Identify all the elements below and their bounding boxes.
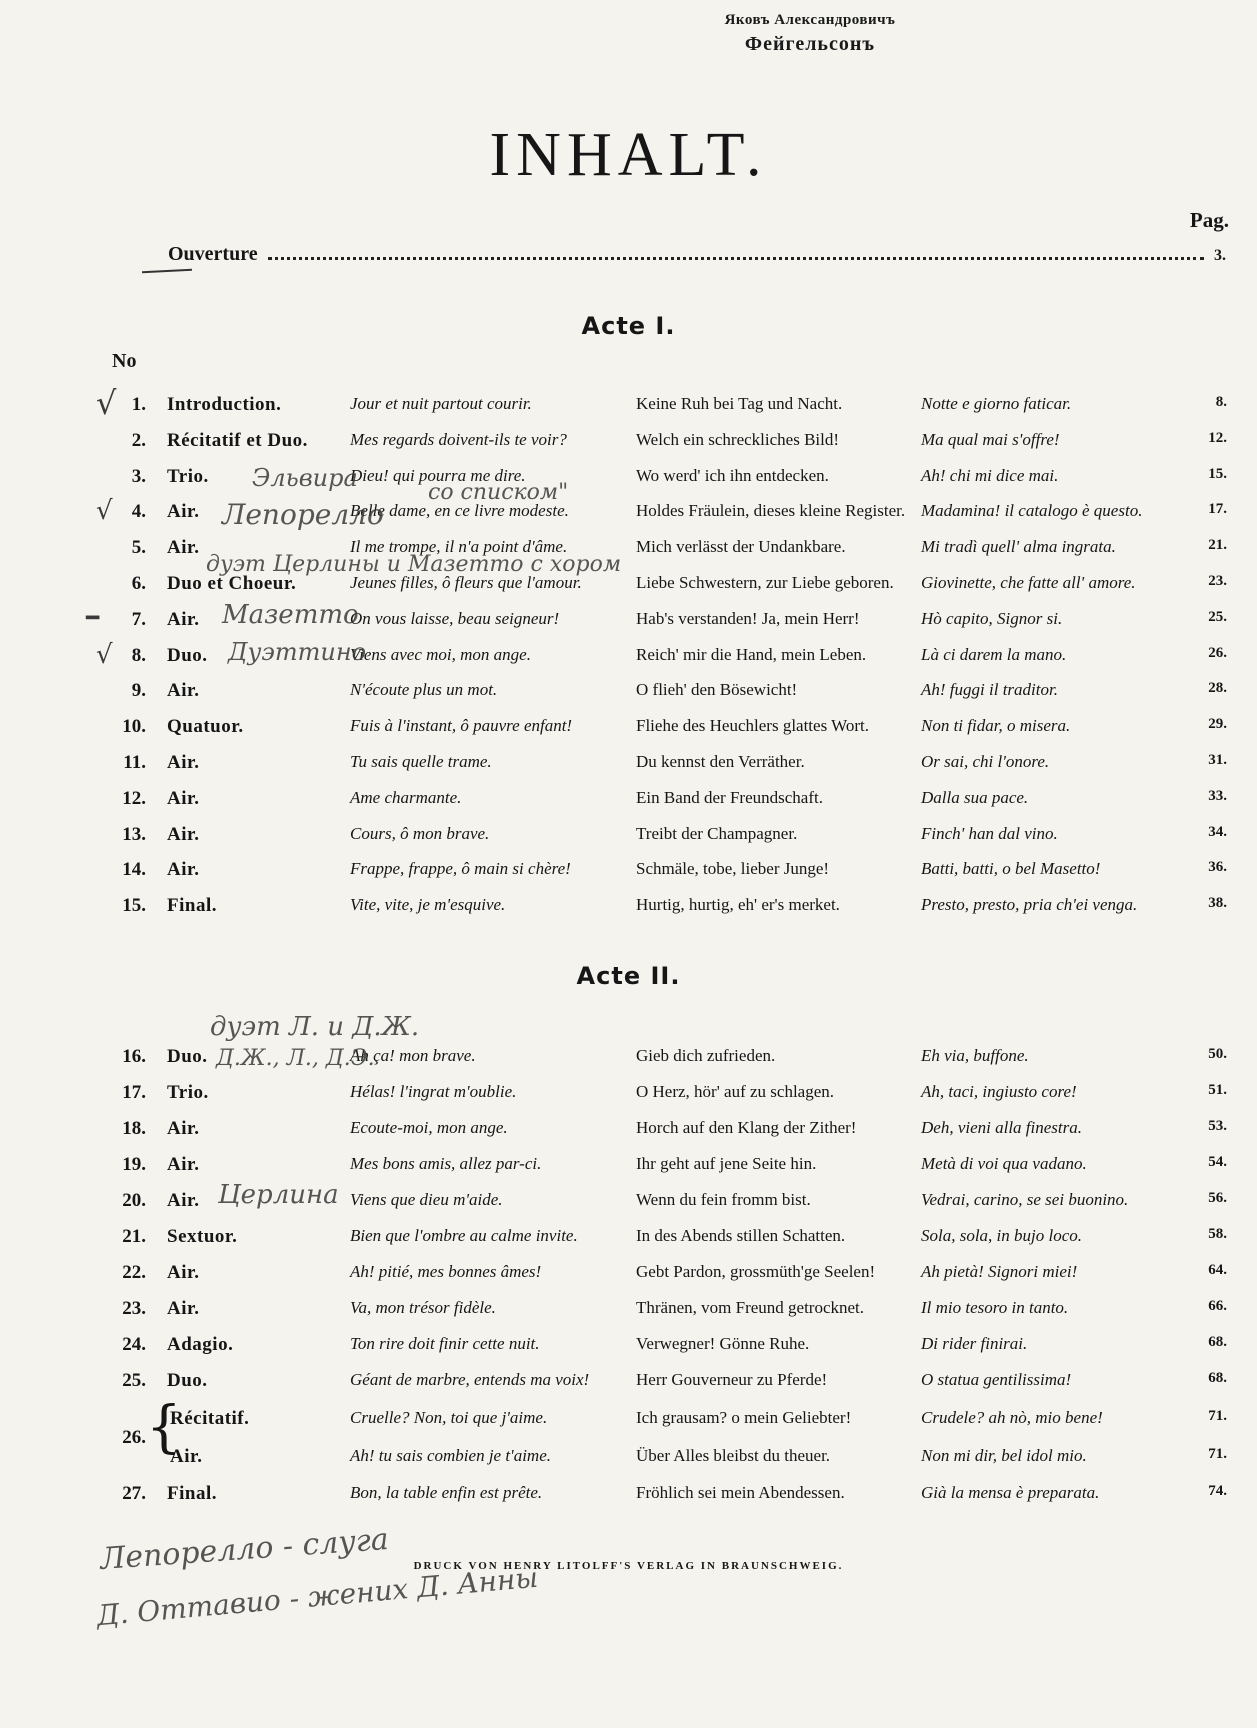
row-french: Jour et nuit partout courir. (350, 394, 532, 413)
row-page: 12. (1208, 429, 1227, 446)
row-italian: Eh via, buffone. (921, 1046, 1029, 1065)
handwritten-note: дуэт Церлины и Мазетто с хором (206, 552, 622, 577)
table-row (0, 533, 1257, 569)
handwritten-note: со списком" (428, 480, 569, 505)
row-italian: Mi tradì quell' alma ingrata. (921, 537, 1116, 557)
row-german: Horch auf den Klang der Zither! (636, 1118, 857, 1137)
row-number: 10. (122, 716, 146, 738)
row-french: Dieu! qui pourra me dire. (350, 465, 526, 485)
handwritten-note: Церлина (218, 1180, 339, 1210)
row-number: 14. (122, 859, 146, 881)
row-page: 74. (1208, 1483, 1227, 1499)
row-form: Air. (167, 537, 200, 559)
row-form: Air. (170, 1446, 203, 1467)
row-page: 68. (1208, 1334, 1227, 1350)
row-german: Liebe Schwestern, zur Liebe geboren. (636, 573, 894, 592)
row-french: Fuis à l'instant, ô pauvre enfant! (350, 716, 573, 736)
handwritten-note: Лепорелло - слуга (99, 1521, 390, 1578)
table-row (0, 748, 1257, 784)
row-number: 13. (122, 823, 146, 845)
row-number: 25. (122, 1370, 146, 1391)
row-number: 18. (122, 1118, 146, 1139)
row-french: N'écoute plus un mot. (350, 680, 498, 700)
row-number: 24. (122, 1334, 146, 1355)
brace-glyph: { (146, 1395, 182, 1460)
overture-row (168, 243, 1226, 266)
table-row (0, 1442, 1257, 1478)
row-page: 58. (1208, 1226, 1227, 1242)
row-number: 4. (131, 501, 146, 523)
row-german: O flieh' den Bösewicht! (636, 680, 798, 700)
row-french: Ah! tu sais combien je t'aime. (350, 1446, 551, 1465)
row-french: Va, mon trésor fidèle. (350, 1298, 496, 1317)
row-french: Belle dame, en ce livre modeste. (350, 501, 569, 521)
handwritten-note: Дуэттино (228, 638, 367, 666)
row-french: Ah! pitié, mes bonnes âmes! (350, 1262, 542, 1281)
row-page: 66. (1208, 1298, 1227, 1314)
table-row (0, 390, 1257, 426)
pencil-underline (142, 269, 192, 274)
row-form: Duo et Choeur. (167, 573, 297, 594)
row-italian: Giovinette, che fatte all' amore. (921, 573, 1136, 592)
row-german: Mich verlässt der Undankbare. (636, 537, 846, 557)
row-page: 38. (1208, 895, 1227, 912)
row-german: Ihr geht auf jene Seite hin. (636, 1154, 817, 1173)
row-number: 9. (131, 680, 146, 702)
row-italian: Dalla sua pace. (921, 787, 1029, 807)
overture-page: 3. (1214, 247, 1226, 264)
row-page: 8. (1215, 394, 1227, 410)
row-italian: Crudele? ah nò, mio bene! (921, 1408, 1103, 1427)
table-row (0, 676, 1257, 712)
row-french: Ton rire doit finir cette nuit. (350, 1334, 540, 1353)
row-page: 56. (1208, 1190, 1227, 1206)
row-form: Air. (167, 608, 200, 630)
table-row (0, 569, 1257, 605)
table-row (0, 1258, 1257, 1294)
table-row (0, 605, 1257, 641)
row-form: Air. (167, 823, 200, 845)
row-italian: Ah pietà! Signori miei! (921, 1262, 1078, 1281)
row-page: 29. (1208, 716, 1227, 733)
table-row (0, 1150, 1257, 1186)
row-number: 20. (122, 1190, 146, 1211)
row-form: Air. (167, 1190, 200, 1211)
row-page: 26. (1208, 644, 1227, 661)
row-page: 15. (1208, 465, 1227, 482)
act-2-title: Acte II. (576, 962, 681, 990)
table-row-27 (0, 1479, 1257, 1515)
table-row (0, 712, 1257, 748)
row-french: Ecoute-moi, mon ange. (350, 1118, 508, 1137)
row-italian: Già la mensa è preparata. (921, 1483, 1100, 1502)
row-page: 23. (1208, 573, 1227, 589)
row-form: Air. (167, 1154, 200, 1175)
row-french: Hélas! l'ingrat m'oublie. (350, 1082, 517, 1101)
row-italian: Hò capito, Signor si. (921, 608, 1063, 628)
row-french: Jeunes filles, ô fleurs que l'amour. (350, 573, 582, 592)
row-german: Schmäle, tobe, lieber Junge! (636, 859, 830, 879)
row-form: Introduction. (167, 394, 282, 415)
row-page: 34. (1208, 823, 1227, 840)
row-french: Vite, vite, je m'esquive. (350, 895, 506, 915)
check-mark-icon: √ (96, 496, 113, 526)
row-german: Gieb dich zufrieden. (636, 1046, 776, 1065)
row-italian: Ah, taci, ingiusto core! (921, 1082, 1077, 1101)
row-german: Fliehe des Heuchlers glattes Wort. (636, 716, 869, 736)
row-italian: Or sai, chi l'onore. (921, 752, 1050, 771)
table-row (0, 1222, 1257, 1258)
handwritten-note: Д.Ж., Л., Д.Э. (216, 1046, 375, 1071)
row-form: Air. (167, 1262, 200, 1283)
table-row (0, 1114, 1257, 1150)
row-french: Ame charmante. (350, 787, 462, 807)
row-german: Gebt Pardon, grossmüth'ge Seelen! (636, 1262, 876, 1281)
row-page: 28. (1208, 680, 1227, 697)
row-german: Ich grausam? o mein Geliebter! (636, 1408, 852, 1427)
row-number: 19. (122, 1154, 146, 1175)
table-row (0, 1042, 1257, 1078)
handwritten-note: Д. Оттавио - жених Д. Анны (95, 1560, 540, 1633)
row-form: Duo. (167, 644, 208, 666)
row-form: Quatuor. (167, 716, 244, 738)
row-german: Holdes Fräulein, dieses kleine Register. (636, 501, 906, 521)
row-number: 26. (122, 1427, 146, 1448)
row-french: Mes regards doivent-ils te voir? (350, 429, 567, 449)
row-form: Trio. (167, 1082, 209, 1103)
row-french: Il me trompe, il n'a point d'âme. (350, 537, 568, 557)
row-form: Air. (167, 787, 200, 809)
row-page: 31. (1208, 752, 1227, 768)
handwritten-note: Эльвира (252, 464, 358, 492)
row-italian: Vedrai, carino, se sei buonino. (921, 1190, 1129, 1209)
row-form: Sextuor. (167, 1226, 238, 1247)
row-french: Viens que dieu m'aide. (350, 1190, 503, 1209)
row-form: Final. (167, 1483, 217, 1504)
row-form: Adagio. (167, 1334, 234, 1355)
row-italian: Non mi dir, bel idol mio. (921, 1446, 1087, 1465)
row-italian: Madamina! il catalogo è questo. (921, 501, 1143, 521)
row-german: Thränen, vom Freund getrocknet. (636, 1298, 865, 1317)
row-french: Géant de marbre, entends ma voix! (350, 1370, 590, 1389)
row-italian: Là ci darem la mano. (921, 644, 1067, 664)
act-1-title: Acte I. (581, 312, 676, 340)
row-french: Ah ça! mon brave. (350, 1046, 476, 1065)
row-italian: O statua gentilissima! (921, 1370, 1072, 1389)
row-italian: Il mio tesoro in tanto. (921, 1298, 1069, 1317)
row-french: Frappe, frappe, ô main si chère! (350, 859, 571, 879)
row-italian: Ah! fuggi il traditor. (921, 680, 1058, 700)
row-number: 6. (131, 573, 146, 594)
row-german: Hab's verstanden! Ja, mein Herr! (636, 608, 860, 628)
row-number: 22. (122, 1262, 146, 1283)
row-page: 21. (1208, 537, 1227, 554)
row-german: Herr Gouverneur zu Pferde! (636, 1370, 828, 1389)
row-form: Air. (167, 1118, 200, 1139)
row-german: Keine Ruh bei Tag und Nacht. (636, 394, 843, 413)
row-german: Welch ein schreckliches Bild! (636, 429, 840, 449)
page-column-header: Pag. (1189, 208, 1229, 232)
handwritten-note: Мазетто (222, 600, 359, 630)
row-french: Bon, la table enfin est prête. (350, 1483, 543, 1502)
row-page: 50. (1208, 1046, 1227, 1062)
row-form: Air. (167, 1298, 200, 1319)
number-column-header: No (112, 350, 137, 372)
row-page: 36. (1208, 859, 1227, 876)
handwritten-note: дуэт Л. и Д.Ж. (210, 1012, 420, 1042)
leader-dots (268, 257, 1204, 260)
overture-label: Ouverture (168, 243, 258, 265)
row-french: Cours, ô mon brave. (350, 823, 490, 843)
row-italian: Deh, vieni alla finestra. (921, 1118, 1083, 1137)
row-german: Wenn du fein fromm bist. (636, 1190, 811, 1209)
row-italian: Notte e giorno faticar. (921, 394, 1072, 413)
row-number: 5. (131, 537, 146, 559)
row-form: Récitatif. (170, 1408, 250, 1429)
row-number: 8. (131, 644, 146, 666)
row-german: Reich' mir die Hand, mein Leben. (636, 644, 867, 664)
row-form: Air. (167, 752, 200, 773)
row-italian: Metà di voi qua vadano. (921, 1154, 1087, 1173)
row-form: Récitatif et Duo. (167, 429, 308, 451)
page-title: INHALT. (489, 121, 768, 189)
row-number: 15. (122, 895, 146, 917)
publisher-imprint: DRUCK VON HENRY LITOLFF'S VERLAG IN BRAUNSCHWEIG. (413, 1560, 844, 1572)
row-italian: Presto, presto, pria ch'ei venga. (921, 895, 1138, 915)
table-row (0, 462, 1257, 498)
row-form: Final. (167, 895, 217, 917)
row-number: 16. (122, 1046, 146, 1067)
row-number: 2. (131, 429, 146, 451)
row-page: 71. (1208, 1408, 1227, 1424)
row-page: 17. (1208, 501, 1227, 518)
row-form: Air. (167, 501, 200, 523)
table-row (0, 855, 1257, 891)
row-german: Ein Band der Freundschaft. (636, 787, 823, 807)
row-number: 21. (122, 1226, 146, 1247)
row-page: 33. (1208, 787, 1227, 804)
row-italian: Batti, batti, o bel Masetto! (921, 859, 1101, 879)
row-number: 3. (131, 465, 146, 487)
table-row (0, 820, 1257, 856)
row-german: Fröhlich sei mein Abendessen. (636, 1483, 845, 1502)
stamp-line-1: Яковъ Александровичъ (724, 12, 896, 28)
row-number: 27. (122, 1483, 146, 1504)
row-page: 68. (1208, 1370, 1227, 1386)
table-row (0, 1294, 1257, 1330)
row-number: 11. (123, 752, 146, 773)
row-number: 17. (122, 1082, 146, 1103)
row-page: 51. (1208, 1082, 1227, 1098)
table-row (0, 891, 1257, 927)
row-form: Air. (167, 680, 200, 702)
owner-stamp (710, 12, 910, 56)
table-row (0, 1330, 1257, 1366)
row-page: 53. (1208, 1118, 1227, 1134)
row-german: Wo werd' ich ihn entdecken. (636, 465, 829, 485)
check-mark-icon: √ (96, 384, 117, 422)
row-page: 71. (1208, 1446, 1227, 1462)
handwritten-note: Лепорелло (222, 498, 384, 531)
row-page: 54. (1208, 1154, 1227, 1170)
row-italian: Ma qual mai s'offre! (921, 429, 1060, 449)
row-number: 1. (131, 394, 146, 415)
row-german: In des Abends stillen Schatten. (636, 1226, 846, 1245)
row-german: Über Alles bleibst du theuer. (636, 1446, 831, 1465)
row-form: Duo. (167, 1046, 208, 1067)
row-german: Verwegner! Gönne Ruhe. (636, 1334, 810, 1353)
row-page: 64. (1208, 1262, 1227, 1278)
table-row (0, 1186, 1257, 1222)
scribble-mark-icon: ━ (86, 606, 100, 631)
row-form: Trio. (167, 465, 209, 487)
stamp-line-2: Фейгельсонъ (744, 33, 876, 55)
row-german: Treibt der Champagner. (636, 823, 798, 843)
row-italian: Non ti fidar, o misera. (921, 716, 1071, 736)
row-french: Mes bons amis, allez par-ci. (350, 1154, 542, 1173)
check-mark-icon: √ (96, 640, 113, 670)
table-row (0, 497, 1257, 533)
row-form: Duo. (167, 1370, 208, 1391)
row-french: Viens avec moi, mon ange. (350, 644, 531, 664)
row-french: Tu sais quelle trame. (350, 752, 492, 771)
row-number: 7. (131, 608, 146, 630)
table-row (0, 1366, 1257, 1402)
row-page: 25. (1208, 608, 1227, 625)
row-french: Cruelle? Non, toi que j'aime. (350, 1408, 548, 1427)
table-row (0, 641, 1257, 677)
row-italian: Finch' han dal vino. (921, 823, 1058, 843)
row-number: 12. (122, 787, 146, 809)
table-row (0, 784, 1257, 820)
row-french: On vous laisse, beau seigneur! (350, 608, 560, 628)
row-italian: Di rider finirai. (921, 1334, 1028, 1353)
row-form: Air. (167, 859, 200, 881)
row-german: O Herz, hör' auf zu schlagen. (636, 1082, 835, 1101)
table-row (0, 426, 1257, 462)
table-row (0, 1078, 1257, 1114)
row-french: Bien que l'ombre au calme invite. (350, 1226, 578, 1245)
row-number: 23. (122, 1298, 146, 1319)
row-italian: Sola, sola, in bujo loco. (921, 1226, 1083, 1245)
row-german: Hurtig, hurtig, eh' er's merket. (636, 895, 840, 915)
row-italian: Ah! chi mi dice mai. (921, 465, 1059, 485)
row-german: Du kennst den Verräther. (636, 752, 805, 771)
